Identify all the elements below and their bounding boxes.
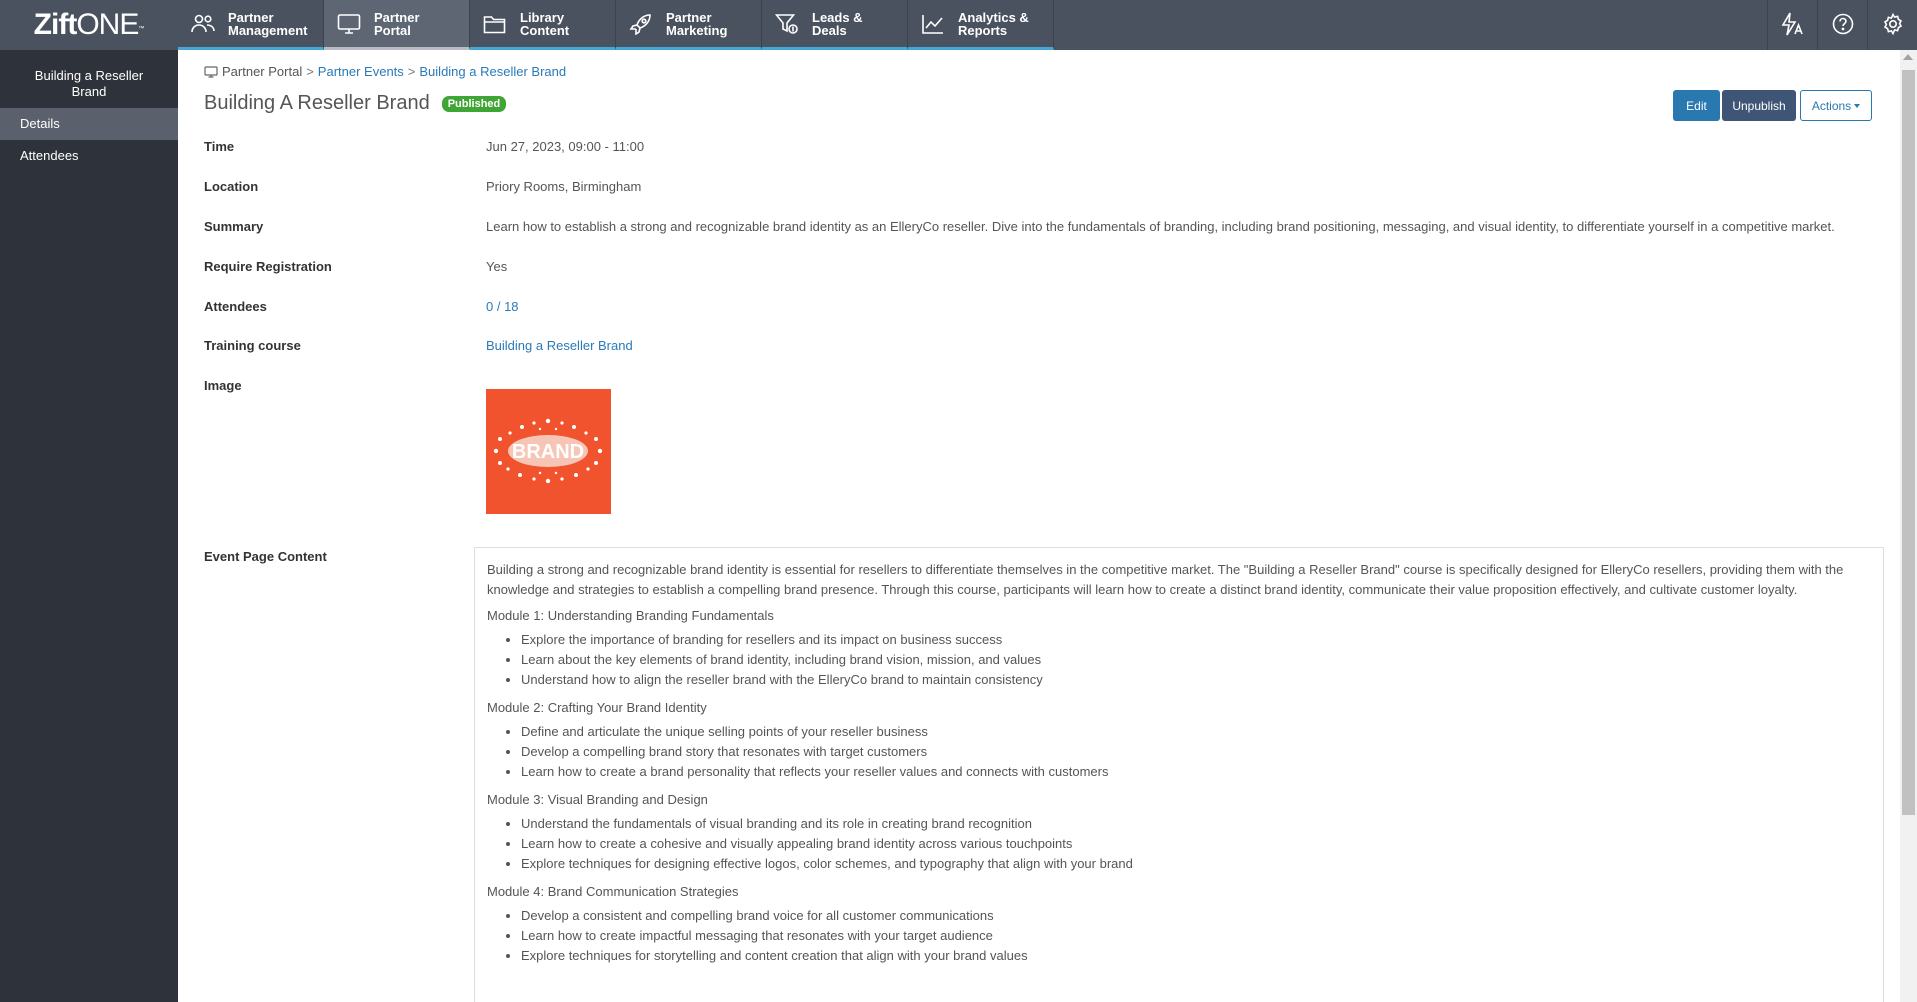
monitor-icon: [336, 11, 362, 37]
list-item: • Explore techniques for storytelling and content creation that align with your brand values: [521, 946, 1871, 966]
scroll-up-arrow-icon[interactable]: [1903, 54, 1913, 60]
list-item: • Learn how to create a cohesive and visually appealing brand identity across various touchpoints: [521, 834, 1871, 854]
quick-actions-button[interactable]: [1767, 0, 1817, 50]
nav-label: Partner Marketing: [666, 9, 728, 38]
nav-leads-deals[interactable]: [762, 0, 908, 50]
users-icon: [190, 11, 216, 37]
sidebar: [0, 50, 178, 1002]
module-title: Module 1: Understanding Branding Fundamentals: [487, 608, 774, 623]
scrollbar-thumb[interactable]: [1902, 70, 1915, 815]
location-label: Location: [204, 179, 259, 194]
monitor-icon: [204, 66, 218, 78]
page-title: Building A Reseller Brand: [204, 92, 430, 114]
summary-value: Learn how to establish a strong and recognizable brand identity as an ElleryCo reseller. Dive into the fundamentals of branding, including brand positioning, messaging, and visual identity, to differentiate yourself in a competitive market.: [486, 219, 1835, 234]
event-page-content: [474, 547, 1884, 1002]
logo-brand: Zift: [33, 8, 77, 41]
module-title: Module 2: Crafting Your Brand Identity: [487, 700, 707, 715]
sidebar-item-details[interactable]: Details: [0, 108, 178, 140]
breadcrumb-partner-events[interactable]: Partner Events: [317, 64, 404, 79]
top-right-tools: [1767, 0, 1917, 50]
chart-line-icon: [920, 11, 946, 37]
edit-button[interactable]: Edit: [1673, 90, 1720, 121]
list-item: • Develop a compelling brand story that resonates with target customers: [521, 742, 1871, 762]
list-item: • Explore the importance of branding for resellers and its impact on business success: [521, 630, 1871, 650]
content-intro: Building a strong and recognizable brand identity is essential for resellers to differentiate themselves in the competitive market. The "Building a Reseller Brand" course is specifically designed for ElleryCo resellers, providing them with the knowledge and strategies to establish a compelling brand presence. Through this course, participants will learn how to create a distinct brand identity, communicate their value proposition effectively, and cultivate customer loyalty.: [487, 562, 1844, 597]
action-buttons: [1673, 90, 1872, 121]
brand-image: [486, 389, 611, 514]
status-badge: Published: [442, 96, 507, 112]
list-item: • Understand how to align the reseller brand with the ElleryCo brand to maintain consistency: [521, 670, 1871, 690]
ziftone-logo[interactable]: [0, 0, 178, 50]
attendees-label: Attendees: [204, 299, 267, 314]
nav-label: Library Content: [520, 9, 570, 38]
list-item: • Learn how to create a brand personality that reflects your reseller values and connects with customers: [521, 762, 1871, 782]
breadcrumb-current[interactable]: Building a Reseller Brand: [419, 64, 567, 79]
registration-value: Yes: [486, 259, 508, 274]
folder-icon: [482, 11, 508, 37]
module-list: [487, 814, 1871, 874]
time-label: Time: [204, 139, 235, 154]
funnel-dollar-icon: [774, 11, 800, 37]
module-list: [487, 906, 1871, 966]
settings-button[interactable]: [1867, 0, 1917, 50]
breadcrumb-root: Partner Portal: [222, 64, 303, 79]
module-list: [487, 722, 1871, 782]
nav-analytics-reports[interactable]: [908, 0, 1054, 50]
training-course-link[interactable]: Building a Reseller Brand: [486, 338, 633, 353]
rocket-icon: [628, 11, 654, 37]
gear-icon: [1882, 13, 1904, 38]
actions-dropdown[interactable]: [1800, 90, 1872, 121]
image-label: Image: [204, 378, 242, 393]
main-nav: [178, 0, 1054, 50]
top-bar: [0, 0, 1917, 50]
breadcrumb-separator: >: [407, 64, 416, 79]
nav-partner-portal[interactable]: [324, 0, 470, 50]
summary-label: Summary: [204, 219, 264, 234]
nav-label: Partner Management: [228, 9, 308, 38]
sidebar-item-attendees[interactable]: Attendees: [20, 148, 79, 163]
caret-down-icon: [1854, 104, 1860, 108]
nav-label: Leads & Deals: [812, 9, 863, 38]
question-circle-icon: [1832, 13, 1854, 38]
training-course-label: Training course: [204, 338, 301, 353]
breadcrumb: [204, 64, 566, 79]
breadcrumb-separator: >: [306, 64, 314, 79]
nav-library-content[interactable]: [470, 0, 616, 50]
nav-partner-marketing[interactable]: [616, 0, 762, 50]
page-title-row: [204, 92, 506, 115]
actions-label: Actions: [1811, 98, 1852, 113]
list-item: • Learn how to create impactful messaging that resonates with your target audience: [521, 926, 1871, 946]
logo-tm: ™: [138, 26, 145, 32]
brand-image-text: BRAND: [511, 441, 585, 463]
list-item: • Define and articulate the unique selling points of your reseller business: [521, 722, 1871, 742]
list-item: • Understand the fundamentals of visual branding and its role in creating brand recognition: [521, 814, 1871, 834]
time-value: Jun 27, 2023, 09:00 - 11:00: [486, 139, 645, 154]
location-value: Priory Rooms, Birmingham: [486, 179, 642, 194]
list-item: • Develop a consistent and compelling brand voice for all customer communications: [521, 906, 1871, 926]
nav-partner-management[interactable]: [178, 0, 324, 50]
unpublish-button[interactable]: Unpublish: [1722, 90, 1796, 121]
registration-label: Require Registration: [204, 259, 332, 274]
list-item: • Learn about the key elements of brand identity, including brand vision, mission, and values: [521, 650, 1871, 670]
logo-suffix: ONE: [76, 8, 139, 41]
attendees-count-link[interactable]: 0 / 18: [486, 299, 519, 314]
module-list: [487, 630, 1871, 690]
list-item: • Explore techniques for designing effective logos, color schemes, and typography that align with your brand: [521, 854, 1871, 874]
lightning-a-icon: [1780, 12, 1806, 39]
help-button[interactable]: [1817, 0, 1867, 50]
nav-label: Partner Portal: [374, 9, 420, 38]
event-page-content-label: Event Page Content: [204, 549, 327, 564]
nav-label: Analytics & Reports: [958, 9, 1029, 38]
sidebar-title: Building a Reseller Brand: [34, 68, 144, 99]
module-title: Module 3: Visual Branding and Design: [487, 792, 708, 807]
module-title: Module 4: Brand Communication Strategies: [487, 884, 739, 899]
